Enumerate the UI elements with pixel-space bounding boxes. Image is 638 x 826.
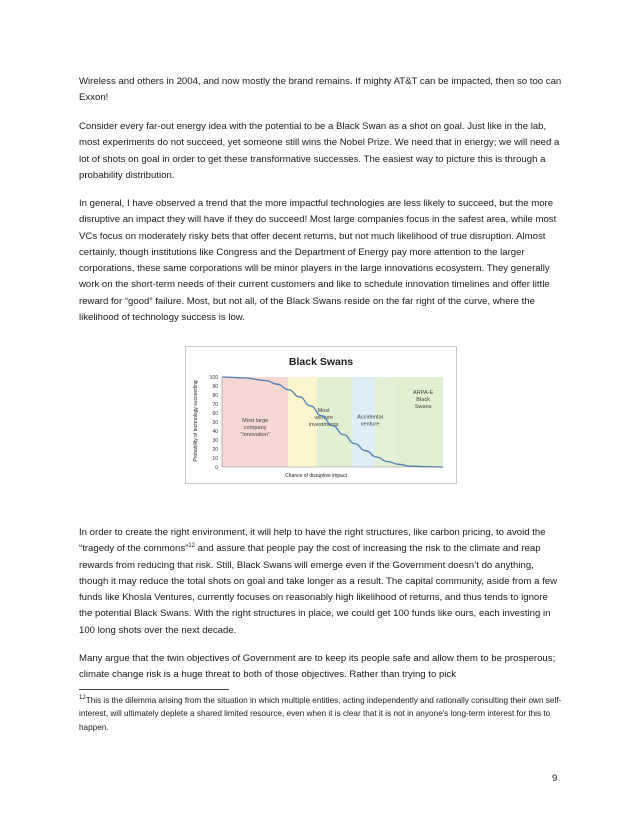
region-label-line: investments <box>308 422 339 429</box>
region-label-line: company <box>243 425 267 431</box>
paragraph-4-text-b: and assure that people pay the cost of increasing the risk to the climate and reap rewards from reducing that risk. Still, Black Swans will emerge even if the Government doesn’t do anything, though it may reduce the total shots on goal and take longer as a result. The capital community, aside from a few funds like Khosla Ventures, currently focuses on reasonably high likelihood of returns, and thus tends to ignore the potential Black Swans. With the right structures in place, we could get 100 funds like ours, each investing in 100 long shots over the next decade. <box>79 543 557 636</box>
region-label-line: Most large <box>242 418 269 424</box>
region-label-line: Most <box>317 408 330 415</box>
paragraph-3: In general, I have observed a trend that the more impactful technologies are less likely to succeed, but the more disruptive an impact they will have if they do succeed! Most large companies focus in the safest area, while most VCs focus on moderately risky bets that offer decent returns, but not much likelihood of true disruption. Almost certainly, though institutions like Congress and the Department of Energy pay more attention to the larger corporations, these same corporations will be minor players in the large innovations ecosystem. They generally work on the short-term needs of their current customers and like to schedule innovation timelines and offer little reward for “good” failure. Most, but not all, of the Black Swans reside on the far right of the curve, where the likelihood of technology success is low. <box>79 198 557 324</box>
region-label-line: venture <box>314 415 333 422</box>
x-axis-label: Chance of disruptive impact <box>285 473 347 479</box>
paragraph-1: Wireless and others in 2004, and now mostly the brand remains. If mighty AT&T can be impacted, then so too can Exxon! <box>79 76 562 104</box>
y-tick-label: 30 <box>212 437 218 444</box>
region-label-0 <box>241 418 270 438</box>
y-tick-label: 100 <box>209 374 218 381</box>
footnote-number: 12 <box>79 695 86 701</box>
region-label-line: Accidental <box>357 414 383 421</box>
region-label-line: ARPA-E <box>412 390 434 397</box>
footnote <box>79 694 563 734</box>
footnote-reference[interactable]: 12 <box>188 543 195 550</box>
y-tick-label: 70 <box>212 401 218 408</box>
paragraph-4 <box>79 525 563 639</box>
region-label-line: venture <box>360 421 380 428</box>
y-tick-label: 80 <box>212 392 218 399</box>
region-label-line: “innovation” <box>240 432 270 438</box>
chart-svg <box>186 347 456 483</box>
y-tick-label: 0 <box>215 464 218 471</box>
paragraph-5: Many argue that the twin objectives of Government are to keep its people safe and allow them to be prosperous; climate change risk is a huge threat to both of those objectives. Rather than trying to pick <box>79 653 556 681</box>
region-label-line: Black <box>416 397 430 404</box>
black-swans-chart <box>185 346 457 484</box>
region-label-3 <box>357 414 383 427</box>
paragraph-4-text-a: In order to create the right environment, it will help to have the right structures, like carbon pricing, to avoid the “tragedy of the commons” <box>79 527 546 555</box>
y-tick-label: 20 <box>212 446 218 453</box>
page-number: 9 <box>552 773 558 784</box>
y-tick-label: 60 <box>212 410 218 417</box>
y-tick-label: 50 <box>212 419 218 426</box>
y-tick-label: 40 <box>212 428 218 435</box>
region-label-line: Swans <box>414 404 432 411</box>
y-tick-label: 10 <box>212 455 218 462</box>
y-axis-label: Probability of technology succeeding <box>193 380 199 462</box>
paragraph-2: Consider every far-out energy idea with the potential to be a Black Swan as a shot on goal. Just like in the lab, most experiments do not succeed, yet someone still wins the Nobel Prize. We need that in energy; we will need a lot of shots on goal in order to get these transformative successes. The easiest way to picture this is through a probability distribution. <box>79 121 560 181</box>
y-tick-label: 90 <box>212 383 218 390</box>
chart-title: Black Swans <box>288 356 354 368</box>
footnote-text: This is the dilemma arising from the situation in which multiple entities, acting independently and rationally consulting their own self-interest, will ultimately deplete a shared limited resource, even when it is clear that it is not in anyone's long-term interest for this to happen. <box>79 696 562 732</box>
footnote-divider <box>79 689 229 690</box>
